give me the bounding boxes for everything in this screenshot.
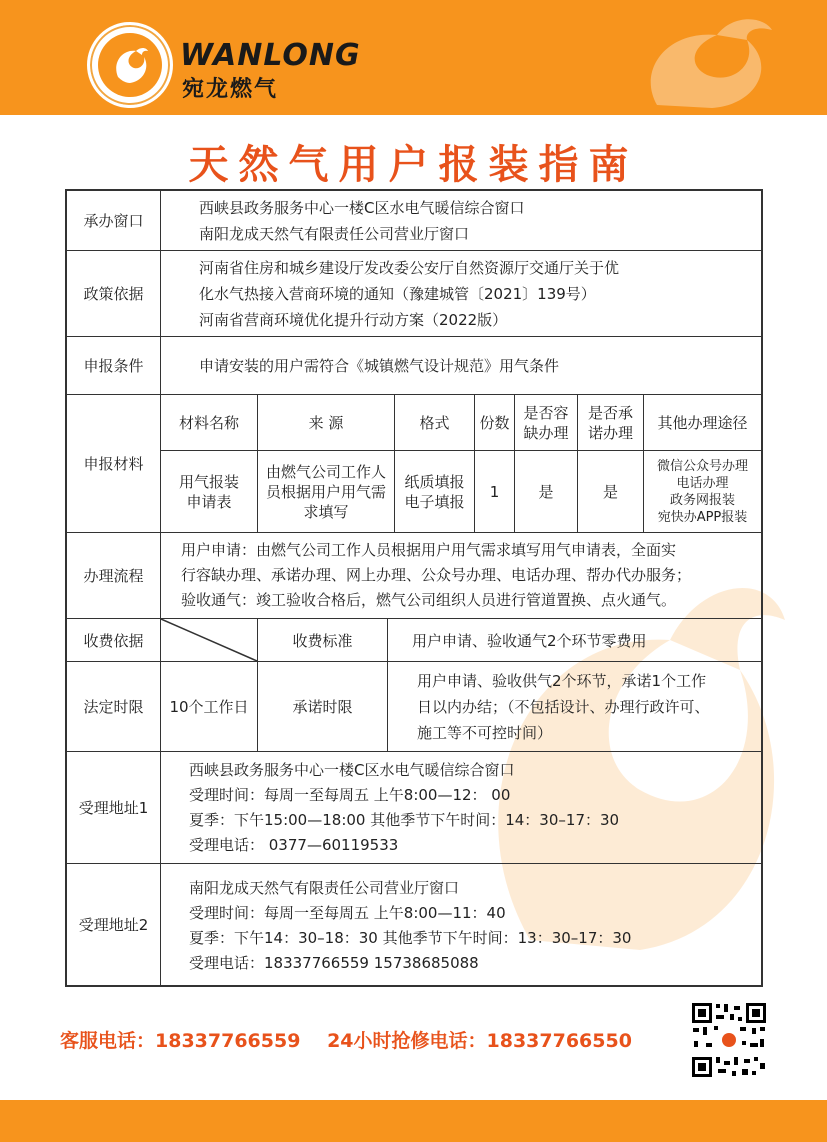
row-label: 收费依据: [67, 619, 161, 661]
item-promise: 是: [578, 451, 644, 533]
policy-line-2: 化水气热接入营商环境的通知（豫建城管〔2021〕139号）: [199, 285, 596, 303]
dragon-logo-icon: [98, 33, 162, 97]
item-other: [644, 451, 761, 533]
row-policy: [67, 251, 761, 337]
row-label: 申报条件: [67, 337, 161, 394]
brand-english: WANLONG: [180, 38, 361, 73]
info-table: [65, 189, 763, 987]
dragon-decoration-icon: [637, 10, 787, 110]
addr1-line-2: 受理时间：每周一至每周五 上午8:00—12： 00: [189, 786, 511, 804]
legal-time: 10个工作日: [161, 662, 258, 751]
addr2-line-1: 南阳龙成天然气有限责任公司营业厅窗口: [189, 879, 460, 897]
row-address-2: [67, 864, 761, 985]
header-lacking: 是否容缺办理: [515, 395, 578, 451]
addr2-line-4: 受理电话：18337766559 15738685088: [189, 954, 479, 972]
header-format: 格式: [395, 395, 475, 451]
process-line-3: 验收通气：竣工验收合格后，燃气公司组织人员进行管道置换、点火通气。: [181, 591, 677, 609]
addr1-line-1: 西峡县政务服务中心一楼C区水电气暖信综合窗口: [189, 761, 515, 779]
diagonal-line-icon: [161, 619, 257, 661]
item-name: 用气报装申请表: [161, 451, 258, 533]
other-channel: 政务网报装: [669, 493, 735, 508]
row-condition: [67, 337, 761, 395]
header-count: 份数: [475, 395, 515, 451]
item-format: 纸质填报电子填报: [395, 451, 475, 533]
item-lacking: 是: [515, 451, 578, 533]
other-channel: 宛快办APP报装: [657, 510, 748, 525]
row-address-1: [67, 752, 761, 864]
addr1-line-3: 夏季：下午15:00—18:00 其他季节下午时间：14：30–17：30: [189, 811, 620, 829]
fee-standard-text: 用户申请、验收通气2个环节零费用: [412, 631, 647, 650]
header-promise: 是否承诺办理: [578, 395, 644, 451]
row-label: 申报材料: [67, 395, 161, 532]
promise-line-3: 施工等不可控时间）: [417, 724, 553, 742]
item-count: 1: [475, 451, 515, 533]
row-materials: [67, 395, 761, 533]
row-process: [67, 533, 761, 619]
row-label: 办理流程: [67, 533, 161, 618]
service-phone: 客服电话：18337766559: [60, 1030, 301, 1052]
header-source: 来 源: [258, 395, 395, 451]
addr1-line-4: 受理电话： 0377—60119533: [189, 836, 399, 854]
fee-standard-label: 收费标准: [258, 619, 388, 661]
brand-chinese: 宛龙燃气: [182, 77, 279, 102]
promise-line-2: 日以内办结；（不包括设计、办理行政许可、: [417, 698, 710, 716]
qr-code-icon: [690, 1001, 768, 1079]
other-channel: 微信公众号办理: [656, 459, 748, 474]
row-label: 政策依据: [67, 251, 161, 336]
repair-phone: 24小时抢修电话：18337766550: [327, 1030, 632, 1052]
row-label: 受理地址2: [67, 864, 161, 985]
row-label: 受理地址1: [67, 752, 161, 863]
row-label: 承办窗口: [67, 191, 161, 250]
promise-time-label: 承诺时限: [258, 662, 388, 751]
item-source: 由燃气公司工作人员根据用户用气需求填写: [258, 451, 395, 533]
row-time: [67, 662, 761, 752]
promise-line-1: 用户申请、验收供气2个环节，承诺1个工作: [417, 672, 707, 690]
logo: [87, 22, 173, 108]
addr2-line-3: 夏季：下午14：30–18：30 其他季节下午时间：13：30–17：30: [189, 929, 632, 947]
addr2-line-2: 受理时间：每周一至每周五 上午8:00—11：40: [189, 904, 506, 922]
process-line-1: 用户申请：由燃气公司工作人员根据用户用气需求填写用气申请表，全面实: [181, 541, 677, 559]
condition-text: 申请安装的用户需符合《城镇燃气设计规范》用气条件: [199, 357, 560, 375]
window-line-1: 西峡县政务服务中心一楼C区水电气暖信综合窗口: [199, 199, 525, 217]
footer-phones: [60, 1026, 652, 1053]
policy-line-3: 河南省营商环境优化提升行动方案（2022版）: [199, 311, 508, 329]
row-fee: [67, 619, 761, 662]
footer-banner: [0, 1100, 827, 1142]
page-title: 天然气用户报装指南: [188, 142, 639, 188]
policy-line-1: 河南省住房和城乡建设厅发改委公安厅自然资源厅交通厅关于优: [199, 259, 620, 277]
row-label: 法定时限: [67, 662, 161, 751]
diagonal-cell: [161, 619, 258, 661]
header-other: 其他办理途径: [644, 395, 761, 451]
other-channel: 电话办理: [676, 476, 729, 491]
header-banner: [0, 0, 827, 115]
process-line-2: 行容缺办理、承诺办理、网上办理、公众号办理、电话办理、帮办代办服务；: [181, 566, 692, 584]
header-material-name: 材料名称: [161, 395, 258, 451]
row-window: [67, 191, 761, 251]
window-line-2: 南阳龙成天然气有限责任公司营业厅窗口: [199, 225, 470, 243]
